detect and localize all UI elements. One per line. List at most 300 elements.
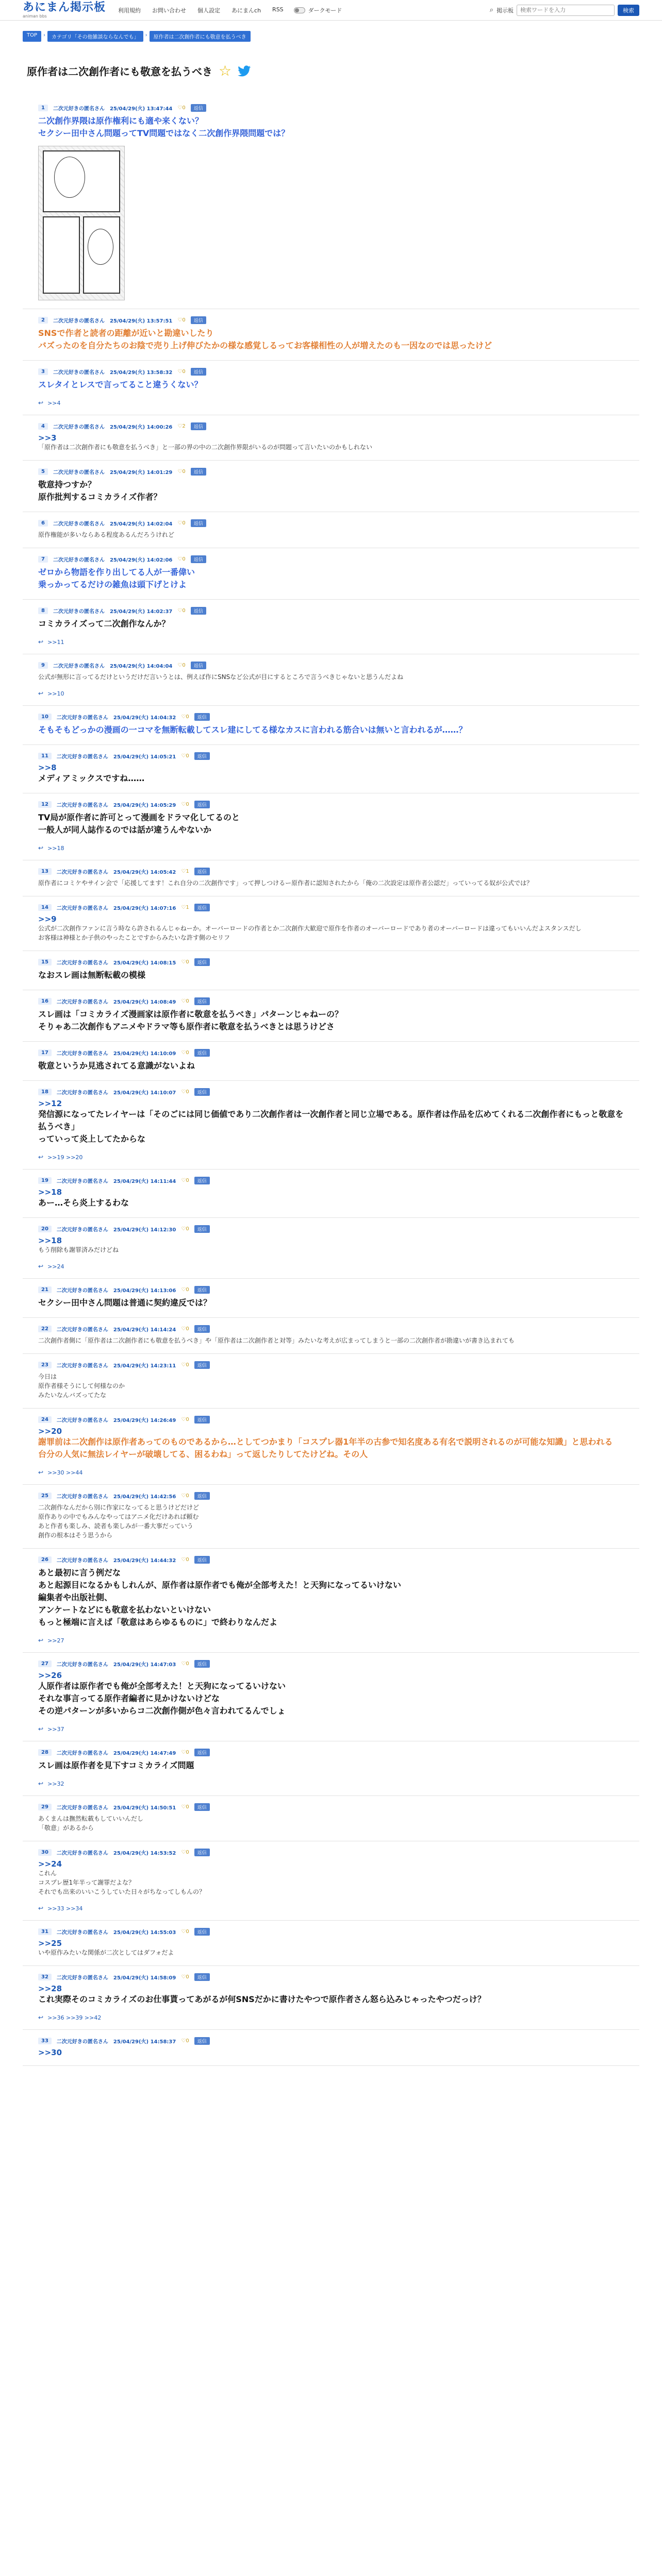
reply-button[interactable]: 返信 xyxy=(191,662,206,669)
reply-links-text[interactable]: >>37 xyxy=(47,1725,64,1733)
thread-title-row xyxy=(0,42,662,79)
post-number[interactable]: 33 xyxy=(38,2038,52,2044)
reply-arrow-icon: ↩ xyxy=(38,2014,44,2021)
post-number[interactable]: 26 xyxy=(38,1556,52,1563)
heart-icon: ♡ xyxy=(177,556,183,562)
post-author: 二次元好きの匿名さん xyxy=(53,470,105,476)
post-number[interactable]: 12 xyxy=(38,801,52,808)
reply-anchor-link[interactable]: >>12 xyxy=(38,1099,62,1108)
post-meta xyxy=(38,519,629,527)
post-meta xyxy=(38,1928,629,1936)
search-input[interactable] xyxy=(517,5,615,16)
post-author: 二次元好きの匿名さん xyxy=(53,370,105,376)
like-count[interactable] xyxy=(181,714,189,720)
reply-button[interactable]: 返信 xyxy=(191,468,206,476)
post-body: 謝罪前は二次創作は原作者あってのものであるから…としてつかまり「コスプレ器1年半の古参で知名度ある有名で説明されるのが可能な知識」と思われる 台分の人気に無法レイヤーが破壊してる、困るわね」って返したりしてたけどね。その人 xyxy=(38,1437,613,1459)
post-number[interactable]: 29 xyxy=(38,1804,52,1810)
reply-links-text[interactable]: >>4 xyxy=(47,399,61,406)
like-number: 0 xyxy=(182,105,186,111)
like-count[interactable] xyxy=(177,663,185,668)
heart-icon: ♡ xyxy=(181,1326,186,1332)
nav-settings[interactable]: 個人設定 xyxy=(197,7,221,14)
reply-anchor-link[interactable]: >>24 xyxy=(38,1859,62,1869)
post-number[interactable]: 7 xyxy=(38,556,48,563)
reply-links[interactable] xyxy=(38,1637,629,1644)
heart-icon: ♡ xyxy=(181,1750,186,1755)
like-count[interactable] xyxy=(181,1050,189,1056)
post-meta xyxy=(38,958,629,966)
post-number[interactable]: 9 xyxy=(38,662,48,669)
reply-links-text[interactable]: >>18 xyxy=(47,844,64,852)
reply-anchor-link[interactable]: >>18 xyxy=(38,1236,62,1245)
reply-links-text[interactable]: >>33 >>34 xyxy=(47,1905,83,1912)
like-count[interactable] xyxy=(177,556,185,562)
post xyxy=(23,415,639,461)
like-count[interactable] xyxy=(177,423,185,429)
reply-button[interactable]: 返信 xyxy=(194,1849,210,1856)
reply-arrow-icon: ↩ xyxy=(38,844,44,852)
post xyxy=(23,1081,639,1170)
post-body: スレ画は原作者を見下すコミカライズ問題 xyxy=(38,1760,194,1770)
reply-links[interactable] xyxy=(38,399,629,406)
reply-links-text[interactable]: >>19 >>20 xyxy=(47,1154,83,1161)
heart-icon: ♡ xyxy=(177,423,183,429)
reply-button[interactable]: 返信 xyxy=(194,2037,210,2045)
like-count[interactable] xyxy=(181,1974,189,1980)
like-count[interactable] xyxy=(181,802,189,807)
post-number[interactable]: 22 xyxy=(38,1326,52,1332)
like-number: 0 xyxy=(186,1929,189,1935)
heart-icon: ♡ xyxy=(181,869,186,874)
post-meta xyxy=(38,752,629,760)
reply-button[interactable]: 返信 xyxy=(191,422,206,430)
breadcrumb-category[interactable]: カテゴリ「その他雑談ならなんでも」 xyxy=(47,31,143,42)
post xyxy=(23,2030,639,2066)
post-body: スレタイとレスで言ってること違うくない？ xyxy=(38,380,203,389)
like-count[interactable] xyxy=(181,905,189,910)
heart-icon: ♡ xyxy=(177,608,183,614)
reply-button[interactable]: 返信 xyxy=(194,904,210,911)
post-meta xyxy=(38,1803,629,1811)
reply-button[interactable]: 返信 xyxy=(191,607,206,615)
reply-links[interactable] xyxy=(38,690,629,697)
like-number: 0 xyxy=(186,2038,189,2044)
reply-button[interactable]: 返信 xyxy=(194,1492,210,1500)
post-date: 25/04/29(火) 14:08:15 xyxy=(113,960,176,966)
reply-links-text[interactable]: >>11 xyxy=(47,638,64,646)
like-count[interactable] xyxy=(177,469,185,474)
post-meta xyxy=(38,1088,629,1096)
post xyxy=(23,1170,639,1218)
post-meta xyxy=(38,1416,629,1423)
search-area xyxy=(490,5,639,16)
heart-icon: ♡ xyxy=(181,1226,186,1232)
reply-links[interactable] xyxy=(38,1154,629,1161)
reply-button[interactable]: 返信 xyxy=(194,1225,210,1233)
post-meta xyxy=(38,713,629,721)
reply-arrow-icon: ↩ xyxy=(38,690,44,697)
reply-arrow-icon: ↩ xyxy=(38,1637,44,1644)
post-date: 25/04/29(火) 14:08:49 xyxy=(113,999,176,1005)
post-number[interactable]: 1 xyxy=(38,105,48,111)
reply-anchor-link[interactable]: >>3 xyxy=(38,433,57,443)
post-number[interactable]: 20 xyxy=(38,1226,52,1232)
reply-button[interactable]: 返信 xyxy=(194,958,210,966)
post-author: 二次元好きの匿名さん xyxy=(56,1662,108,1668)
post-number[interactable]: 24 xyxy=(38,1416,52,1423)
post-meta xyxy=(38,868,629,875)
post-date: 25/04/29(火) 14:02:37 xyxy=(109,609,173,615)
reply-links[interactable] xyxy=(38,1780,629,1787)
post-date: 25/04/29(火) 14:05:21 xyxy=(113,754,176,760)
heart-icon: ♡ xyxy=(181,1557,186,1563)
post-body: なおスレ画は無断転載の模様 xyxy=(38,970,146,980)
reply-arrow-icon: ↩ xyxy=(38,1263,44,1270)
post-body: ゼロから物語を作り出してる人が一番偉い 乗っかってるだけの雑魚は頭下げとけよ xyxy=(38,567,195,589)
post-author: 二次元好きの匿名さん xyxy=(56,1090,108,1096)
like-count[interactable] xyxy=(181,1226,189,1232)
like-number: 2 xyxy=(182,423,186,429)
reply-links[interactable] xyxy=(38,1469,629,1476)
reply-button[interactable]: 返信 xyxy=(194,1177,210,1184)
post xyxy=(23,1653,639,1741)
heart-icon: ♡ xyxy=(181,1050,186,1056)
like-number: 0 xyxy=(186,1750,189,1755)
like-count[interactable] xyxy=(181,1362,189,1368)
reply-anchor-link[interactable]: >>8 xyxy=(38,763,57,772)
post xyxy=(23,706,639,745)
like-count[interactable] xyxy=(181,1178,189,1183)
reply-links-text[interactable]: >>30 >>44 xyxy=(47,1469,83,1476)
like-count[interactable] xyxy=(177,317,185,323)
heart-icon: ♡ xyxy=(177,469,183,474)
post-date: 25/04/29(火) 13:57:51 xyxy=(109,318,173,324)
post-body: 原作者にコミケやサイン会で「応援してます！これ自分の二次創作です」って押しつけるー原作者に認知されたから「俺の二次設定は原作者公認だ」っていってる奴が公式では？ xyxy=(38,879,533,887)
breadcrumb-top[interactable]: TOP xyxy=(23,31,41,42)
like-number: 0 xyxy=(186,1557,189,1563)
like-count[interactable] xyxy=(177,520,185,526)
dark-mode-toggle[interactable] xyxy=(294,6,342,14)
like-count[interactable] xyxy=(181,1804,189,1810)
post-number[interactable]: 27 xyxy=(38,1660,52,1667)
nav-rss[interactable]: RSS xyxy=(272,6,284,13)
post-meta xyxy=(38,1177,629,1184)
reply-anchor-link[interactable]: >>25 xyxy=(38,1939,62,1948)
post xyxy=(23,1042,639,1081)
like-number: 0 xyxy=(186,959,189,965)
like-count[interactable] xyxy=(181,1661,189,1667)
reply-button[interactable]: 返信 xyxy=(194,1049,210,1057)
like-number: 0 xyxy=(182,608,186,614)
reply-button[interactable]: 返信 xyxy=(194,713,210,721)
post-number[interactable]: 10 xyxy=(38,714,52,720)
post-number[interactable]: 28 xyxy=(38,1749,52,1756)
post-body: あくまんは撫然転載もしていいんだし 「敬意」があるから xyxy=(38,1815,144,1832)
post xyxy=(23,309,639,361)
twitter-bird-icon[interactable] xyxy=(238,65,251,77)
reply-links[interactable] xyxy=(38,1725,629,1733)
post-meta xyxy=(38,801,629,808)
reply-button[interactable]: 返信 xyxy=(191,316,206,324)
manga-panel xyxy=(43,216,80,294)
post-author: 二次元好きの匿名さん xyxy=(56,1558,108,1564)
post-meta xyxy=(38,316,629,324)
like-count[interactable] xyxy=(177,608,185,614)
post-meta xyxy=(38,468,629,476)
post xyxy=(23,1741,639,1796)
like-count[interactable] xyxy=(181,1929,189,1935)
like-number: 0 xyxy=(182,663,186,668)
like-number: 0 xyxy=(182,369,186,375)
post-body: SNSで作者と読者の距離が近いと勘違いしたり バズったのを自分たちのお陰で売り上げ伸びたかの様な感覚しるってお客様相性の人が増えたのも一因なのでは思ったけど xyxy=(38,328,492,350)
reply-button[interactable]: 返信 xyxy=(194,801,210,808)
post-date: 25/04/29(火) 14:10:09 xyxy=(113,1051,176,1057)
post-number[interactable]: 16 xyxy=(38,998,52,1005)
reply-links-text[interactable]: >>32 xyxy=(47,1780,64,1787)
like-count[interactable] xyxy=(181,1557,189,1563)
post-body: 敬意というか見逃されてる意識がないよね xyxy=(38,1061,195,1071)
post-number[interactable]: 19 xyxy=(38,1177,52,1184)
like-number: 0 xyxy=(186,1417,189,1422)
post-body: コミカライズって二次創作なんか？ xyxy=(38,619,170,629)
reply-arrow-icon: ↩ xyxy=(38,1905,44,1912)
reply-links-text[interactable]: >>10 xyxy=(47,690,64,697)
toggle-switch[interactable] xyxy=(294,7,305,13)
post-body: 公式が二次創作ファンに言う時なら許されるんじゃねーか。オーバーロードの作者とか二次創作大歓迎で原作を作者のオーバーロードであり者のオーバーロードは違ってもいいんだよスタンスだし お客様は神様とか子供のやったことですからみたいな許す側のセリフ xyxy=(38,925,582,941)
post-number[interactable]: 5 xyxy=(38,468,48,475)
nav-animanch[interactable]: あにまんch xyxy=(231,7,261,14)
post xyxy=(23,512,639,548)
like-number: 0 xyxy=(182,469,186,474)
breadcrumb xyxy=(0,21,662,42)
like-number: 0 xyxy=(186,714,189,720)
post-number[interactable]: 2 xyxy=(38,317,48,324)
heart-icon: ♡ xyxy=(181,1850,186,1855)
post-author: 二次元好きの匿名さん xyxy=(53,557,105,563)
post-author: 二次元好きの匿名さん xyxy=(56,870,108,875)
post-number[interactable]: 3 xyxy=(38,368,48,375)
site-logo[interactable] xyxy=(23,2,106,19)
post xyxy=(23,461,639,512)
reply-button[interactable]: 返信 xyxy=(194,1088,210,1096)
like-count[interactable] xyxy=(181,1417,189,1422)
post-author: 二次元好きの匿名さん xyxy=(56,715,108,721)
reply-button[interactable]: 返信 xyxy=(194,1416,210,1423)
reply-button[interactable]: 返信 xyxy=(194,1928,210,1936)
reply-button[interactable]: 返信 xyxy=(194,1325,210,1333)
favorite-star-icon[interactable]: ☆ xyxy=(219,62,232,79)
reply-links-text[interactable]: >>36 >>39 >>42 xyxy=(47,2014,102,2021)
post-author: 二次元好きの匿名さん xyxy=(56,1327,108,1333)
post-body: 二次創作者側に「原作者は二次創作者にも敬意を払うべき」や「原作者は二次創作者と対等」みたいな考えが広まってしまうと一部の二次創作者が勘違いが書き込まれても xyxy=(38,1337,515,1344)
like-number: 1 xyxy=(186,869,189,874)
heart-icon: ♡ xyxy=(181,1493,186,1499)
reply-anchor-link[interactable]: >>9 xyxy=(38,914,57,924)
post-number[interactable]: 17 xyxy=(38,1049,52,1056)
reply-button[interactable]: 返信 xyxy=(194,997,210,1005)
reply-button[interactable]: 返信 xyxy=(194,1660,210,1668)
like-count[interactable] xyxy=(177,105,185,111)
reply-button[interactable]: 返信 xyxy=(194,1803,210,1811)
reply-links[interactable] xyxy=(38,1905,629,1912)
post-author: 二次元好きの匿名さん xyxy=(56,1418,108,1423)
reply-anchor-link[interactable]: >>28 xyxy=(38,1984,62,1993)
post-number[interactable]: 11 xyxy=(38,753,52,759)
post-body: セクシー田中さん問題は普通に契約違反では？ xyxy=(38,1298,212,1308)
heart-icon: ♡ xyxy=(181,1804,186,1810)
reply-button[interactable]: 返信 xyxy=(191,555,206,563)
breadcrumb-thread[interactable]: 原作者は二次創作者にも敬意を払うべき xyxy=(150,31,251,42)
logo-subtext: animan bbs xyxy=(23,13,47,19)
reply-links[interactable] xyxy=(38,2014,629,2021)
post-author: 二次元好きの匿名さん xyxy=(56,1227,108,1233)
reply-anchor-link[interactable]: >>30 xyxy=(38,2048,62,2057)
post-number[interactable]: 8 xyxy=(38,607,48,614)
post-body: これ実際そのコミカライズのお仕事貰ってあがるが何SNSだかに書けたやつで原作者さん怒ら込みじゃったやつだっけ？ xyxy=(38,1994,486,2004)
heart-icon: ♡ xyxy=(177,663,183,668)
post-meta xyxy=(38,1361,629,1369)
post-date: 25/04/29(火) 14:47:03 xyxy=(113,1662,176,1668)
reply-button[interactable]: 返信 xyxy=(191,368,206,376)
reply-anchor-link[interactable]: >>18 xyxy=(38,1188,62,1197)
reply-links[interactable] xyxy=(38,1263,629,1270)
post xyxy=(23,990,639,1042)
post-meta xyxy=(38,997,629,1005)
post-body: あー…そら炎上するわな xyxy=(38,1198,129,1208)
post-meta xyxy=(38,1325,629,1333)
post-number[interactable]: 4 xyxy=(38,423,48,430)
post-number[interactable]: 31 xyxy=(38,1928,52,1935)
like-count[interactable] xyxy=(181,1493,189,1499)
like-count[interactable] xyxy=(181,2038,189,2044)
reply-button[interactable]: 返信 xyxy=(191,104,206,112)
post-number[interactable]: 23 xyxy=(38,1362,52,1368)
search-icon: ⌕ xyxy=(489,6,493,14)
post-body: スレ画は「コミカライズ漫画家は原作者に敬意を払うべき」パターンじゃねーの？ そりゃあ二次創作もアニメやドラマ等も原作者に敬意を払うべきとは思うけどさ xyxy=(38,1009,343,1031)
post-number[interactable]: 6 xyxy=(38,520,48,527)
heart-icon: ♡ xyxy=(177,520,183,526)
post-date: 25/04/29(火) 14:07:16 xyxy=(113,906,176,911)
post-body: 「原作者は二次創作者にも敬意を払うべき」と一部の界の中の二次創作界限がいるのが問題って言いたいのかもしれない xyxy=(38,444,373,451)
post-meta xyxy=(38,422,629,430)
heart-icon: ♡ xyxy=(181,1661,186,1667)
reply-button[interactable]: 返信 xyxy=(191,519,206,527)
post-author: 二次元好きの匿名さん xyxy=(56,2039,108,2045)
reply-button[interactable]: 返信 xyxy=(194,1286,210,1294)
post-date: 25/04/29(火) 14:14:24 xyxy=(113,1327,176,1333)
post-meta xyxy=(38,1225,629,1233)
post-date: 25/04/29(火) 14:12:30 xyxy=(113,1227,176,1233)
post-body: そもそもどっかの漫画の一コマを無断転載してスレ建にしてる様なカスに言われる筋合いは無いと言われるが……？ xyxy=(38,725,467,735)
post-number[interactable]: 18 xyxy=(38,1089,52,1095)
post xyxy=(23,860,639,896)
like-count[interactable] xyxy=(181,869,189,874)
reply-button[interactable]: 返信 xyxy=(194,1556,210,1564)
post-image[interactable] xyxy=(38,146,125,300)
post-body: 発信源になってたレイヤーは「そのごには同じ価値であり二次創作者は一次創作者と同じ立場である。原作者は作品を広めてくれる二次創作者にもっと敬意を払うべき」 っていって炎上してたからな xyxy=(38,1109,624,1144)
heart-icon: ♡ xyxy=(181,1287,186,1293)
post xyxy=(23,1218,639,1279)
post-body: 敬意持つすか？ 原作批判するコミカライズ作者？ xyxy=(38,480,162,502)
heart-icon: ♡ xyxy=(181,802,186,807)
like-count[interactable] xyxy=(181,1287,189,1293)
post-author: 二次元好きの匿名さん xyxy=(56,754,108,760)
nav-contact[interactable]: お問い合わせ xyxy=(152,7,187,14)
post-body: 公式が無形に言ってるだけというだけだ言いうとは、例えば作にSNSなど公式が目にするところで言うべきじゃないと思うんだよね xyxy=(38,673,404,681)
reply-links-text[interactable]: >>27 xyxy=(47,1637,64,1644)
post-author: 二次元好きの匿名さん xyxy=(56,1288,108,1294)
post-number[interactable]: 15 xyxy=(38,959,52,965)
speech-bubble xyxy=(88,229,113,265)
post-author: 二次元好きの匿名さん xyxy=(56,1930,108,1936)
header-nav xyxy=(118,6,284,14)
search-button[interactable]: 検索 xyxy=(618,5,639,16)
post-body: あと最初に言う例だな あと起源目になるかもしれんが、原作者は原作者でも俺が全部考えた！と天狗になってるいけない 編集者や出版社側、 アンケートなどにも敬意を払わないといけない もっと極端に言えば「敬意はあらゆるものに」で終わりなんだよ xyxy=(38,1568,402,1627)
post-number[interactable]: 21 xyxy=(38,1286,52,1293)
nav-terms[interactable]: 利用規約 xyxy=(118,7,141,14)
like-count[interactable] xyxy=(181,1850,189,1855)
post-author: 二次元好きの匿名さん xyxy=(53,521,105,527)
post-meta xyxy=(38,904,629,911)
page-title: 原作者は二次創作者にも敬意を払うべき xyxy=(27,65,212,78)
post-date: 25/04/29(火) 14:04:04 xyxy=(109,664,173,669)
heart-icon: ♡ xyxy=(177,317,183,323)
post-author: 二次元好きの匿名さん xyxy=(56,906,108,911)
reply-button[interactable]: 返信 xyxy=(194,868,210,875)
reply-anchor-link[interactable]: >>26 xyxy=(38,1671,62,1680)
post-date: 25/04/29(火) 14:23:11 xyxy=(113,1363,176,1369)
post-number[interactable]: 25 xyxy=(38,1493,52,1499)
like-count[interactable] xyxy=(177,369,185,375)
like-number: 0 xyxy=(186,753,189,759)
reply-links[interactable] xyxy=(38,638,629,646)
reply-button[interactable]: 返信 xyxy=(194,1973,210,1981)
like-count[interactable] xyxy=(181,1326,189,1332)
post-author: 二次元好きの匿名さん xyxy=(53,664,105,669)
like-count[interactable] xyxy=(181,959,189,965)
like-count[interactable] xyxy=(181,1750,189,1755)
like-number: 0 xyxy=(182,317,186,323)
logo-text: あにまん掲示板 xyxy=(23,1,106,14)
post-number[interactable]: 30 xyxy=(38,1849,52,1856)
like-count[interactable] xyxy=(181,753,189,759)
post-author: 二次元好きの匿名さん xyxy=(53,318,105,324)
post-date: 25/04/29(火) 14:42:56 xyxy=(113,1494,176,1500)
like-number: 0 xyxy=(186,998,189,1004)
reply-anchor-link[interactable]: >>20 xyxy=(38,1427,62,1436)
post xyxy=(23,1796,639,1841)
reply-links-text[interactable]: >>24 xyxy=(47,1263,64,1270)
post-author: 二次元好きの匿名さん xyxy=(56,1975,108,1981)
post-number[interactable]: 13 xyxy=(38,868,52,875)
reply-button[interactable]: 返信 xyxy=(194,1749,210,1756)
reply-links[interactable] xyxy=(38,844,629,852)
like-number: 1 xyxy=(186,905,189,910)
post-date: 25/04/29(火) 14:10:07 xyxy=(113,1090,176,1096)
post-number[interactable]: 32 xyxy=(38,1974,52,1980)
reply-button[interactable]: 返信 xyxy=(194,1361,210,1369)
heart-icon: ♡ xyxy=(177,105,183,111)
reply-button[interactable]: 返信 xyxy=(194,752,210,760)
heart-icon: ♡ xyxy=(181,1974,186,1980)
like-count[interactable] xyxy=(181,1089,189,1095)
post-date: 25/04/29(火) 14:04:32 xyxy=(113,715,176,721)
like-count[interactable] xyxy=(181,998,189,1004)
post-date: 25/04/29(火) 14:11:44 xyxy=(113,1179,176,1184)
post xyxy=(23,1279,639,1318)
post-meta xyxy=(38,104,629,112)
post-number[interactable]: 14 xyxy=(38,904,52,911)
